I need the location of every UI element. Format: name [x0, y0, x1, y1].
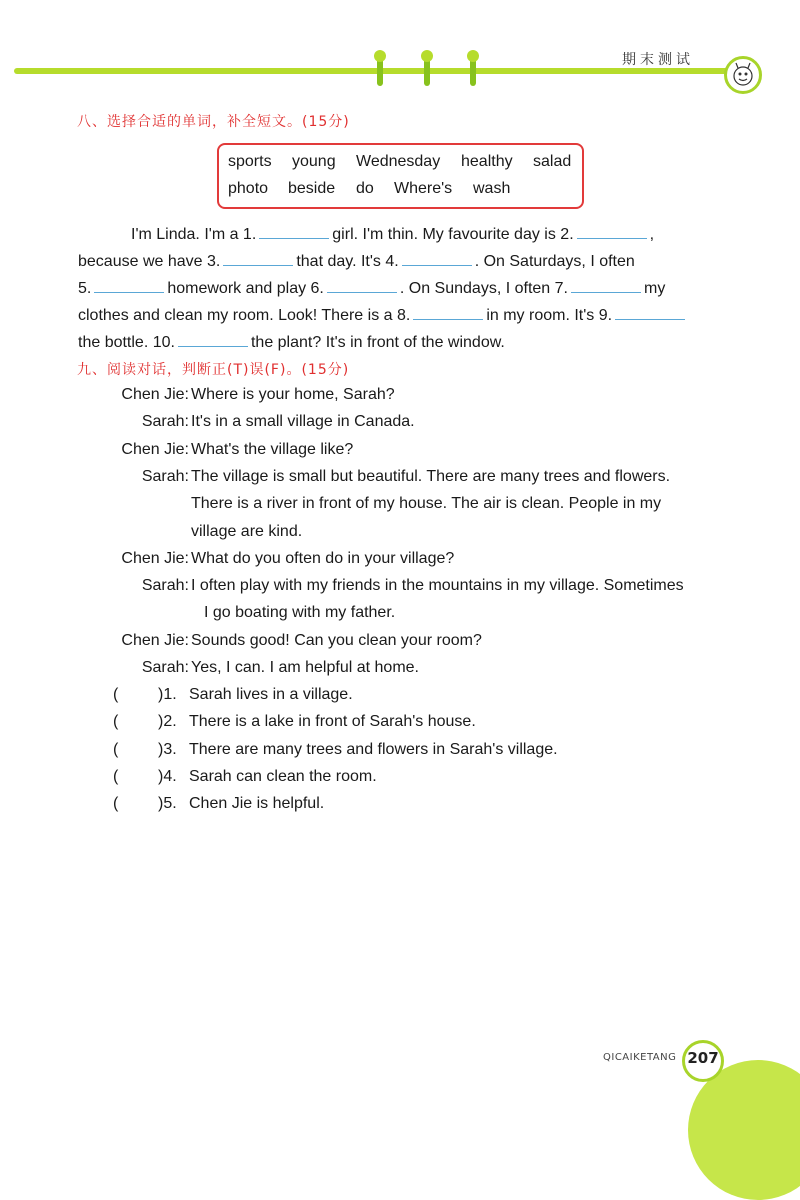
- dialogue-line: What's the village like?: [191, 440, 354, 458]
- fill-blank-9[interactable]: [615, 305, 685, 320]
- word-bank-word: wash: [473, 180, 511, 197]
- header-title: 期末测试: [622, 52, 694, 68]
- answer-paren-open[interactable]: (: [113, 795, 119, 813]
- statement-number: )3.: [158, 740, 177, 758]
- binder-peg-top: [421, 50, 433, 62]
- word-bank-word: do: [356, 180, 374, 197]
- word-bank-word: sports: [228, 153, 272, 170]
- fill-blank-2[interactable]: [577, 224, 647, 239]
- statement-text: There are many trees and flowers in Sarah's village.: [189, 740, 558, 758]
- passage-line: clothes and clean my room. Look! There is a 8. in my room. It's 9.: [78, 305, 688, 325]
- passage-line: because we have 3. that day. It's 4. . On Saturdays, I often: [78, 253, 635, 270]
- page-number: 207: [687, 1049, 719, 1067]
- cartoon-bug-icon: [724, 56, 762, 94]
- dialogue-line: Sounds good! Can you clean your room?: [191, 631, 482, 649]
- fill-blank-8[interactable]: [413, 305, 483, 320]
- dialogue-line: Where is your home, Sarah?: [191, 386, 395, 403]
- section-title-8: 八、选择合适的单词，补全短文。(15分): [77, 114, 350, 130]
- dialogue-line: Yes, I can. I am helpful at home.: [191, 659, 419, 676]
- answer-paren-open[interactable]: (: [113, 740, 119, 758]
- dialogue-speaker: Chen Jie:: [121, 631, 189, 649]
- footer-brand: QICAIKETANG: [603, 1052, 677, 1063]
- dialogue-line: What do you often do in your village?: [191, 549, 455, 567]
- statement-number: )4.: [158, 767, 177, 785]
- statement-number: )1.: [158, 686, 177, 703]
- binder-peg-top: [467, 50, 479, 62]
- fill-blank-7[interactable]: [571, 278, 641, 293]
- dialogue-speaker: Chen Jie:: [121, 386, 189, 403]
- dialogue-speaker: Sarah:: [141, 467, 189, 485]
- passage-line: the bottle. 10. the plant? It's in front of the window.: [78, 334, 505, 351]
- statement-text: Chen Jie is helpful.: [189, 795, 325, 813]
- statement-text: Sarah can clean the room.: [189, 767, 377, 785]
- word-bank-word: Where's: [394, 180, 453, 197]
- fill-blank-1[interactable]: [259, 224, 329, 239]
- statement-number: )5.: [158, 795, 177, 813]
- fill-blank-4[interactable]: [402, 251, 472, 266]
- answer-paren-open[interactable]: (: [113, 686, 119, 703]
- statement-text: Sarah lives in a village.: [189, 686, 353, 703]
- dialogue-speaker: Sarah:: [141, 659, 189, 676]
- dialogue-line: I often play with my friends in the mountains in my village. Sometimes: [191, 577, 684, 595]
- binder-peg-top: [374, 50, 386, 62]
- dialogue-line: There is a river in front of my house. The air is clean. People in my: [191, 495, 662, 513]
- word-bank-word: Wednesday: [356, 153, 441, 170]
- fill-blank-10[interactable]: [178, 332, 248, 347]
- word-bank-word: young: [292, 153, 336, 170]
- statement-text: There is a lake in front of Sarah's house.: [189, 713, 476, 731]
- dialogue-speaker: Sarah:: [141, 413, 189, 431]
- statement-number: )2.: [158, 713, 177, 731]
- dialogue-line: It's in a small village in Canada.: [191, 413, 415, 431]
- word-bank-word: salad: [533, 153, 572, 170]
- dialogue-speaker: Chen Jie:: [121, 549, 189, 567]
- fill-blank-5[interactable]: [94, 278, 164, 293]
- dialogue-line: The village is small but beautiful. There are many trees and flowers.: [191, 467, 671, 485]
- section-title-9: 九、阅读对话，判断正(T)误(F)。(15分): [77, 362, 350, 378]
- fill-blank-3[interactable]: [223, 251, 293, 266]
- passage-line: I'm Linda. I'm a 1. girl. I'm thin. My favourite day is 2. ,: [131, 226, 655, 243]
- word-bank-word: photo: [228, 180, 269, 197]
- dialogue-speaker: Chen Jie:: [121, 440, 189, 458]
- fill-blank-6[interactable]: [327, 278, 397, 293]
- word-bank-word: beside: [288, 180, 336, 197]
- dialogue-line: I go boating with my father.: [204, 604, 396, 622]
- dialogue-speaker: Sarah:: [141, 577, 189, 595]
- dialogue-line: village are kind.: [191, 522, 303, 540]
- answer-paren-open[interactable]: (: [113, 767, 119, 785]
- word-bank-word: healthy: [461, 153, 513, 170]
- word-bank: [217, 143, 584, 209]
- passage-line: 5. homework and play 6. . On Sundays, I often 7. my: [78, 280, 666, 297]
- answer-paren-open[interactable]: (: [113, 713, 119, 731]
